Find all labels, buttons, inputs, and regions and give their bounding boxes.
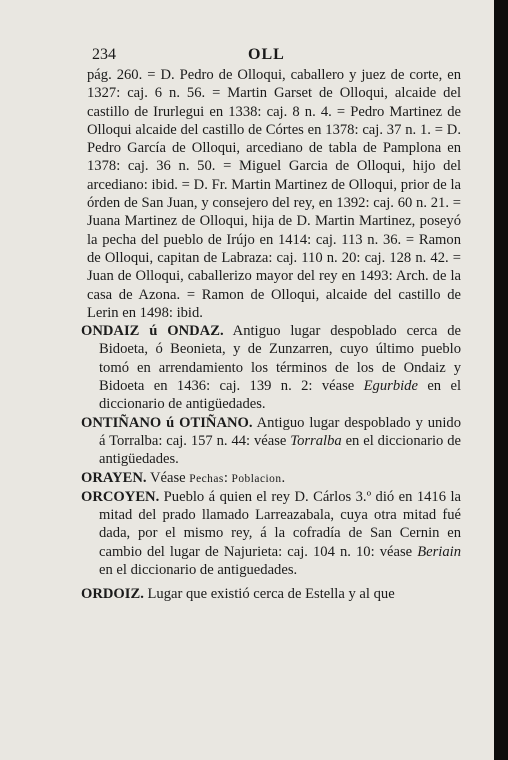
page-number: 234 — [92, 46, 116, 63]
entry-text: en el diccionario de antigüedades. — [99, 432, 461, 468]
entry-cross-reference: Egurbide — [363, 378, 418, 395]
entry-headword: ORCOYEN. — [81, 488, 160, 505]
entry-ordoiz — [81, 585, 461, 603]
page-header — [92, 46, 462, 66]
entry-orayen — [81, 469, 461, 488]
entry-headword: ORDOIZ. — [81, 586, 144, 603]
body-text — [81, 66, 461, 604]
entry-text: . — [281, 469, 286, 486]
entry-headword: ONTIÑANO ú OTIÑANO. — [81, 414, 253, 431]
entry-cross-reference: Poblacion — [231, 472, 282, 485]
entry-cross-reference: Beriain — [417, 543, 461, 560]
entry-text: Antiguo lugar despoblado cerca de Bidoeta, ó Beonieta, y de Zunzarren, cuyo último pueblo tomó en arrendamiento los términos de los de Ondaiz y Bidoeta en 1436: caj. 139 n. 2: véase — [99, 323, 461, 395]
entry-text: Pueblo á quien el rey D. Cárlos 3.º dió en 1416 la mitad del prado llamado Larreazabala, cuya otra mitad fué dada, por el mismo rey, á la cofradía de San Cernin en cambio del lugar de Najurieta: caj. 104 n. 10: véase — [99, 488, 461, 560]
entry-text: en el diccionario de antigüedades. — [99, 378, 461, 413]
entry-text: Lugar que existió cerca de Estella y al que — [143, 586, 395, 603]
entry-continuation: pág. 260. = D. Pedro de Olloqui, caballero y juez de corte, en 1327: caj. 6 n. 56. = Martin Garset de Olloqui, alcaide del castillo de Irurlegui en 1338: caj. 8 n. 4. = Pedro Martinez de Olloqui alcaide del castillo de Córtes en 1378: caj. 37 n. 1. = D. Pedro García de Olloqui, arcediano de tabla de Pamplona en 1378: caj. 36 n. 50. = Miguel Garcia de Olloqui, hijo del arcediano: ibid. = D. Fr. Martin Martinez de Olloqui, prior de la órden de San Juan, y consejero del rey, en 1392: caj. 60 n. 21. = Juana Martinez de Olloqui, hija de D. Martin Martinez, poseyó la pecha del pueblo de Irújo en 1414: caj. 113 n. 36. = Ramon de Olloqui, capitan de Labraza: caj. 110 n. 20: caj. 128 n. 42. = Juan de Olloqui, caballerizo mayor del rey en 1493: Arch. de la casa de Azona. = Ramon de Olloqui, alcaide del castillo de Lerin en 1498: ibid. — [87, 67, 461, 321]
entry-cross-reference: Pechas — [189, 472, 224, 485]
entry-ondaiz — [81, 322, 461, 413]
entry-text: en el diccionario de antiguedades. — [99, 562, 298, 579]
entry-text: Antiguo lugar despoblado y unido á Torralba: caj. 157 n. 44: véase — [99, 414, 461, 449]
entry-headword: ORAYEN. — [81, 469, 147, 486]
entry-cross-reference: Torralba — [290, 432, 342, 449]
entry-orcoyen — [81, 488, 461, 579]
entry-text: : — [223, 469, 232, 486]
entry-headword: ONDAIZ ú ONDAZ. — [81, 323, 224, 340]
entry-ontinano — [81, 414, 461, 469]
entry-text: Véase — [146, 469, 190, 486]
running-head: OLL — [248, 46, 285, 63]
